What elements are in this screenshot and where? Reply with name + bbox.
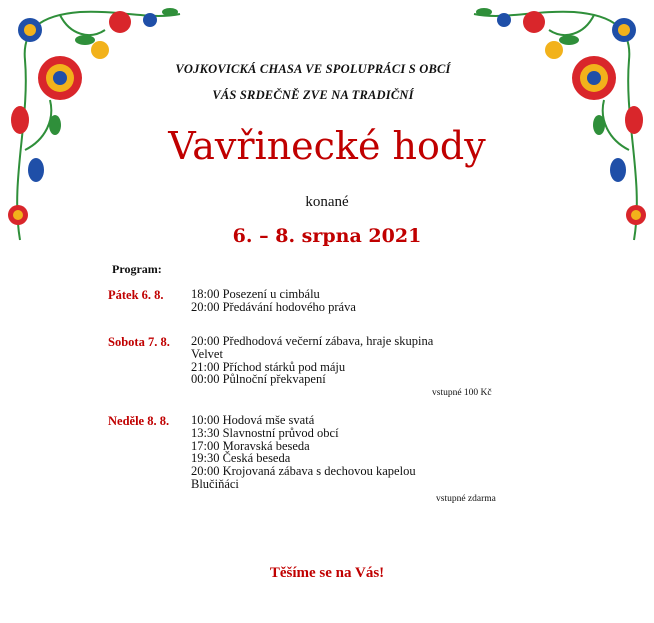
event-item: 17:00 Moravská beseda bbox=[191, 438, 310, 453]
day-sunday-events bbox=[191, 414, 491, 491]
day-saturday-label: Sobota 7. 8. bbox=[108, 335, 170, 349]
event-item: 20:00 Předávání hodového práva bbox=[191, 299, 356, 314]
day-sunday-label: Neděle 8. 8. bbox=[108, 414, 170, 428]
event-dates: 6. – 8. srpna 2021 bbox=[232, 225, 422, 247]
event-item: 20:00 Krojovaná zábava s dechovou kapelou bbox=[191, 464, 416, 479]
day-saturday-events bbox=[191, 335, 491, 386]
event-item: 10:00 Hodová mše svatá bbox=[191, 413, 315, 427]
sunday-entry-fee: vstupné zdarma bbox=[436, 494, 496, 504]
event-item: 20:00 Předhodová večerní zábava, hraje skupina bbox=[191, 334, 434, 348]
event-item: Blučiňáci bbox=[191, 476, 239, 491]
event-item: 00:00 Půlnoční překvapení bbox=[191, 372, 326, 387]
program-label: Program: bbox=[112, 262, 162, 276]
day-friday-events bbox=[191, 288, 491, 314]
event-item: 21:00 Příchod stárků pod máju bbox=[191, 359, 346, 374]
closing-greeting: Těšíme se na Vás! bbox=[269, 565, 385, 581]
event-item: 18:00 Posezení u cimbálu bbox=[191, 287, 320, 301]
day-friday-label: Pátek 6. 8. bbox=[108, 288, 164, 302]
saturday-entry-fee: vstupné 100 Kč bbox=[432, 388, 492, 398]
invitation-header-line-1: VOJKOVICKÁ CHASA VE SPOLUPRÁCI S OBCÍ bbox=[175, 62, 451, 76]
event-title: Vavřinecké hody bbox=[168, 124, 486, 168]
event-item: 13:30 Slavnostní průvod obcí bbox=[191, 425, 339, 440]
event-item: 19:30 Česká beseda bbox=[191, 451, 291, 466]
event-item: Velvet bbox=[191, 346, 223, 361]
invitation-header-line-2: VÁS SRDEČNĚ ZVE NA TRADIČNÍ bbox=[212, 88, 414, 102]
event-subtitle: konané bbox=[305, 194, 349, 210]
